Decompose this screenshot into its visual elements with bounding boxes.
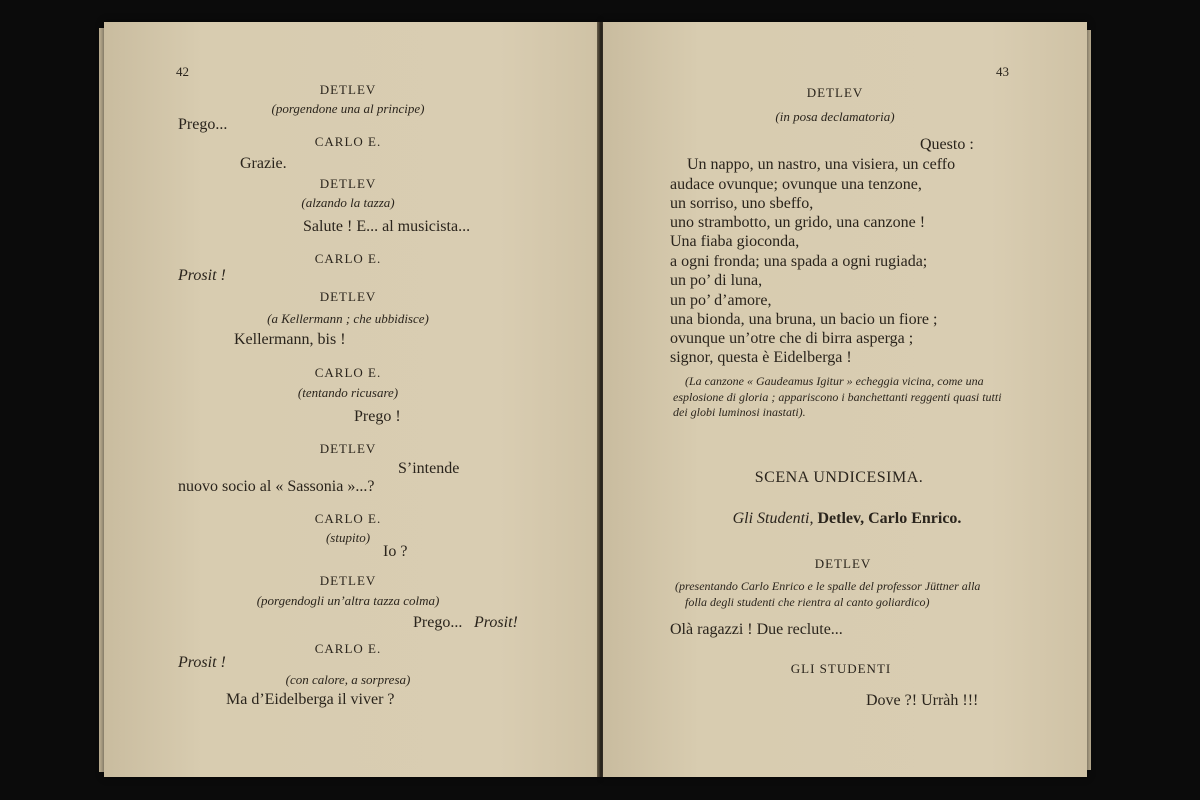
verse-line: una bionda, una bruna, un bacio un fiore ; [670,311,938,328]
stage-note-line: dei globi luminosi inastati). [673,405,806,420]
stage-direction: (con calore, a sorpresa) [285,672,411,687]
speaker-name: DETLEV [319,289,377,304]
verse-line: audace ovunque; ovunque una tenzone, [670,176,922,193]
speaker-name: CARLO E. [314,365,382,380]
stage-note [673,374,1002,421]
dialogue-line: Prego... [178,116,228,133]
speaker-name: CARLO E. [314,251,382,266]
verse-line: Un nappo, un nastro, una visiera, un ceffo [687,156,956,173]
stage-direction: (in posa declamatoria) [775,109,895,124]
page-number: 43 [996,64,1009,79]
stage-direction-line: (presentando Carlo Enrico e le spalle del professor Jüttner alla [675,579,981,593]
verse-line: uno strambotto, un grido, una canzone ! [670,214,926,231]
dialogue-line: Ma d’Eidelberga il viver ? [226,691,395,708]
verse-line: signor, questa è Eidelberga ! [670,349,852,366]
stage-note-line: esplosione di gloria ; appariscono i banchettanti reggenti quasi tutti [673,389,1002,404]
speaker-name: CARLO E. [314,511,382,526]
speaker-name: CARLO E. [314,134,382,149]
speaker-name: DETLEV [319,82,377,97]
speaker-name: DETLEV [319,441,377,456]
page-number: 42 [176,64,189,79]
verse-line: un po’ d’amore, [670,292,772,309]
stage-direction: (stupito) [325,530,371,545]
dialogue-line: Prego... [413,614,463,631]
dialogue-line: Grazie. [240,155,287,172]
stage-direction: (alzando la tazza) [301,195,395,210]
stage-direction: (a Kellermann ; che ubbidisce) [267,311,429,326]
speaker-name: CARLO E. [314,641,382,656]
characters-italic: Gli Studenti, [732,510,814,527]
characters-bold: Detlev, Carlo Enrico. [817,510,962,527]
verse-line: ovunque un’otre che di birra asperga ; [670,330,914,347]
speaker-name: DETLEV [806,85,864,100]
speaker-name: GLI STUDENTI [790,661,892,676]
stage-direction: (tentando ricusare) [297,385,399,400]
dialogue-line: Prosit ! [178,654,226,671]
verse-line: un sorriso, uno sbeffo, [670,195,814,212]
dialogue-line: Olà ragazzi ! Due reclute... [670,621,843,638]
verse-line: un po’ di luna, [670,272,763,289]
left-page [104,22,598,777]
stage-note-line: (La canzone « Gaudeamus Igitur » echeggia vicina, come una [685,374,984,388]
verse-line: Questo : [920,136,974,153]
speaker-name: DETLEV [319,573,377,588]
speaker-name: DETLEV [319,176,377,191]
dialogue-line: Prego ! [354,408,401,425]
verse-line: a ogni fronda; una spada a ogni rugiada; [670,253,928,270]
speaker-name: DETLEV [814,556,872,571]
stage-direction: (porgendogli un’altra tazza colma) [256,593,440,608]
dialogue-line: Prosit! [474,614,518,631]
dialogue-line: Prosit ! [178,267,226,284]
dialogue-line: S’intende [398,460,460,477]
dialogue-line: Salute ! E... al musicista... [303,218,471,235]
scene-title: SCENA UNDICESIMA. [754,469,924,486]
right-page [603,22,1087,777]
scene-characters [733,511,962,527]
dialogue-line: Dove ?! Urràh !!! [866,692,979,709]
dialogue-line: nuovo socio al « Sassonia »...? [178,478,375,495]
dialogue-line: Io ? [383,543,408,560]
stage-direction [675,579,980,610]
stage-direction: (porgendone una al principe) [271,101,425,116]
dialogue-line: Kellermann, bis ! [234,331,346,348]
stage-direction-line: folla degli studenti che rientra al canto goliardico) [685,594,930,609]
verse-line: Una fiaba gioconda, [670,233,800,250]
